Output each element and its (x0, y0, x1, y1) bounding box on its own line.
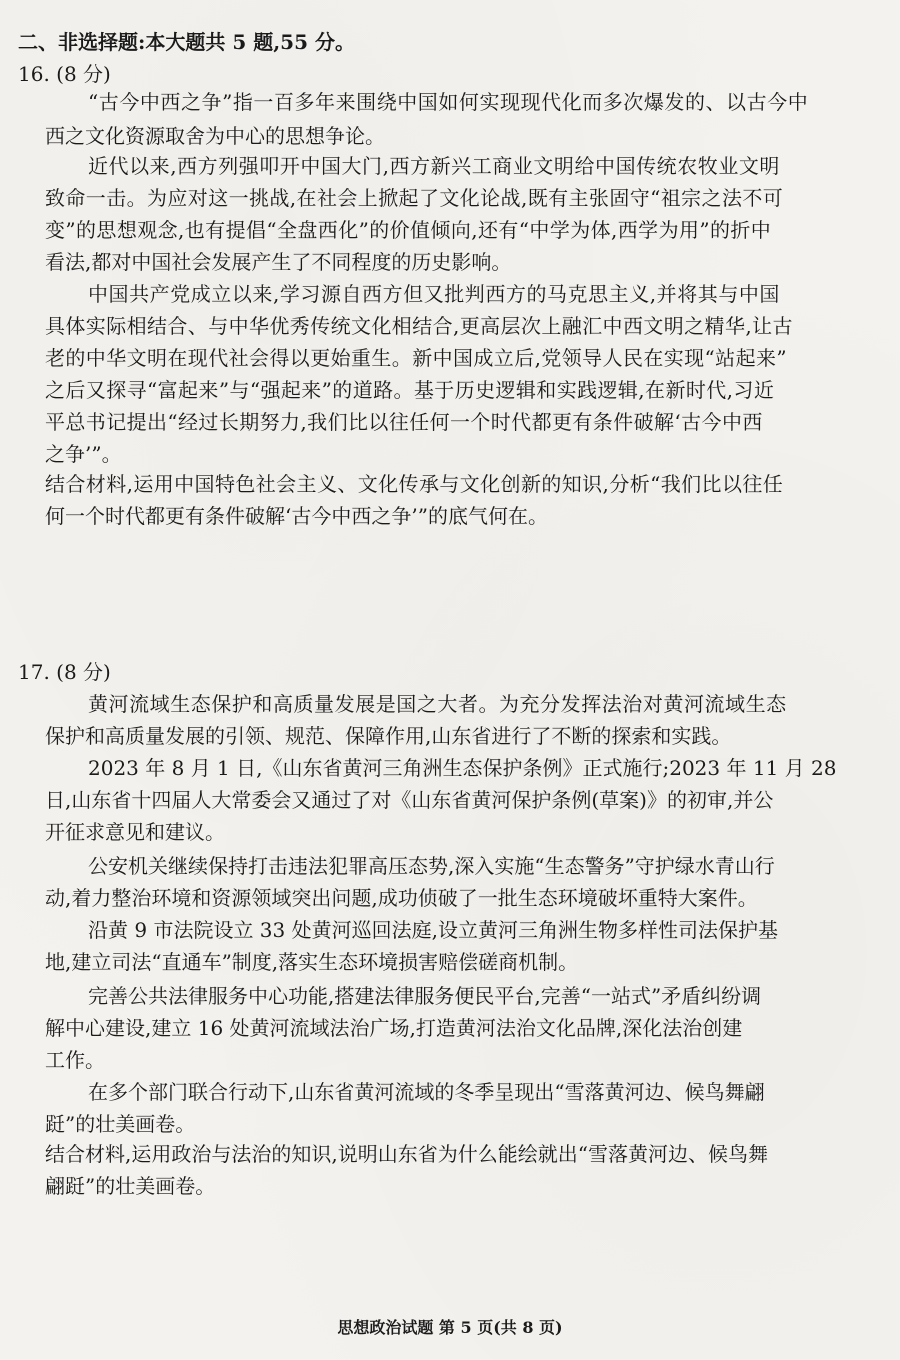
q16-line-11: 平总书记提出“经过长期努力,我们比以往任何一个时代都更有条件破解‘古今中西 (45, 410, 763, 434)
q16-line-12: 之争’”。 (45, 442, 122, 466)
question-17-number: 17. (8 分) (18, 660, 111, 684)
q17-prompt-line-2: 翩跹”的壮美画卷。 (45, 1174, 216, 1198)
q17-line-14: 跹”的壮美画卷。 (45, 1112, 196, 1136)
q17-line-2: 保护和高质量发展的引领、规范、保障作用,山东省进行了不断的探索和实践。 (45, 724, 732, 748)
q17-line-4: 日,山东省十四届人大常委会又通过了对《山东省黄河保护条例(草案)》的初审,并公 (45, 788, 774, 812)
q17-line-3: 2023 年 8 月 1 日,《山东省黄河三角洲生态保护条例》正式施行;2023 年 11 月 28 (88, 756, 837, 780)
page-footer: 思想政治试题 第 5 页(共 8 页) (337, 1318, 563, 1337)
q16-line-4: 致命一击。为应对这一挑战,在社会上掀起了文化论战,既有主张固守“祖宗之法不可 (45, 186, 784, 210)
q16-line-1: “古今中西之争”指一百多年来围绕中国如何实现现代化而多次爆发的、以古今中 (88, 90, 809, 114)
question-16-number: 16. (8 分) (18, 62, 111, 86)
q16-prompt-line-2: 何一个时代都更有条件破解‘古今中西之争’”的底气何在。 (45, 504, 548, 528)
q17-line-1: 黄河流域生态保护和高质量发展是国之大者。为充分发挥法治对黄河流域生态 (88, 692, 787, 716)
q16-line-9: 老的中华文明在现代社会得以更始重生。新中国成立后,党领导人民在实现“站起来” (45, 346, 788, 370)
q16-line-3: 近代以来,西方列强叩开中国大门,西方新兴工商业文明给中国传统农牧业文明 (88, 154, 780, 178)
q17-line-12: 工作。 (45, 1048, 105, 1072)
q16-line-5: 变”的思想观念,也有提倡“全盘西化”的价值倾向,还有“中学为体,西学为用”的折中 (45, 218, 772, 242)
q17-line-11: 解中心建设,建立 16 处黄河流域法治广场,打造黄河法治文化品牌,深化法治创建 (45, 1016, 743, 1040)
q16-line-7: 中国共产党成立以来,学习源自西方但又批判西方的马克思主义,并将其与中国 (88, 282, 780, 306)
q17-line-9: 地,建立司法“直通车”制度,落实生态环境损害赔偿磋商机制。 (45, 950, 579, 974)
q17-line-7: 动,着力整治环境和资源领域突出问题,成功侦破了一批生态环境破坏重特大案件。 (45, 886, 758, 910)
q17-prompt-line-1: 结合材料,运用政治与法治的知识,说明山东省为什么能绘就出“雪落黄河边、候鸟舞 (45, 1142, 768, 1166)
q16-prompt-line-1: 结合材料,运用中国特色社会主义、文化传承与文化创新的知识,分析“我们比以往任 (45, 472, 784, 496)
q16-line-2: 西之文化资源取舍为中心的思想争论。 (45, 124, 385, 148)
q17-line-10: 完善公共法律服务中心功能,搭建法律服务便民平台,完善“一站式”矛盾纠纷调 (88, 984, 762, 1008)
q17-line-6: 公安机关继续保持打击违法犯罪高压态势,深入实施“生态警务”守护绿水青山行 (88, 854, 775, 878)
q16-line-10: 之后又探寻“富起来”与“强起来”的道路。基于历史逻辑和实践逻辑,在新时代,习近 (45, 378, 775, 402)
q17-line-13: 在多个部门联合行动下,山东省黄河流域的冬季呈现出“雪落黄河边、候鸟舞翩 (88, 1080, 765, 1104)
q16-line-8: 具体实际相结合、与中华优秀传统文化相结合,更高层次上融汇中西文明之精华,让古 (45, 314, 793, 338)
section-title: 二、非选择题:本大题共 5 题,55 分。 (18, 30, 355, 54)
q16-line-6: 看法,都对中国社会发展产生了不同程度的历史影响。 (45, 250, 512, 274)
q17-line-5: 开征求意见和建议。 (45, 820, 225, 844)
q17-line-8: 沿黄 9 市法院设立 33 处黄河巡回法庭,设立黄河三角洲生物多样性司法保护基 (88, 918, 778, 942)
